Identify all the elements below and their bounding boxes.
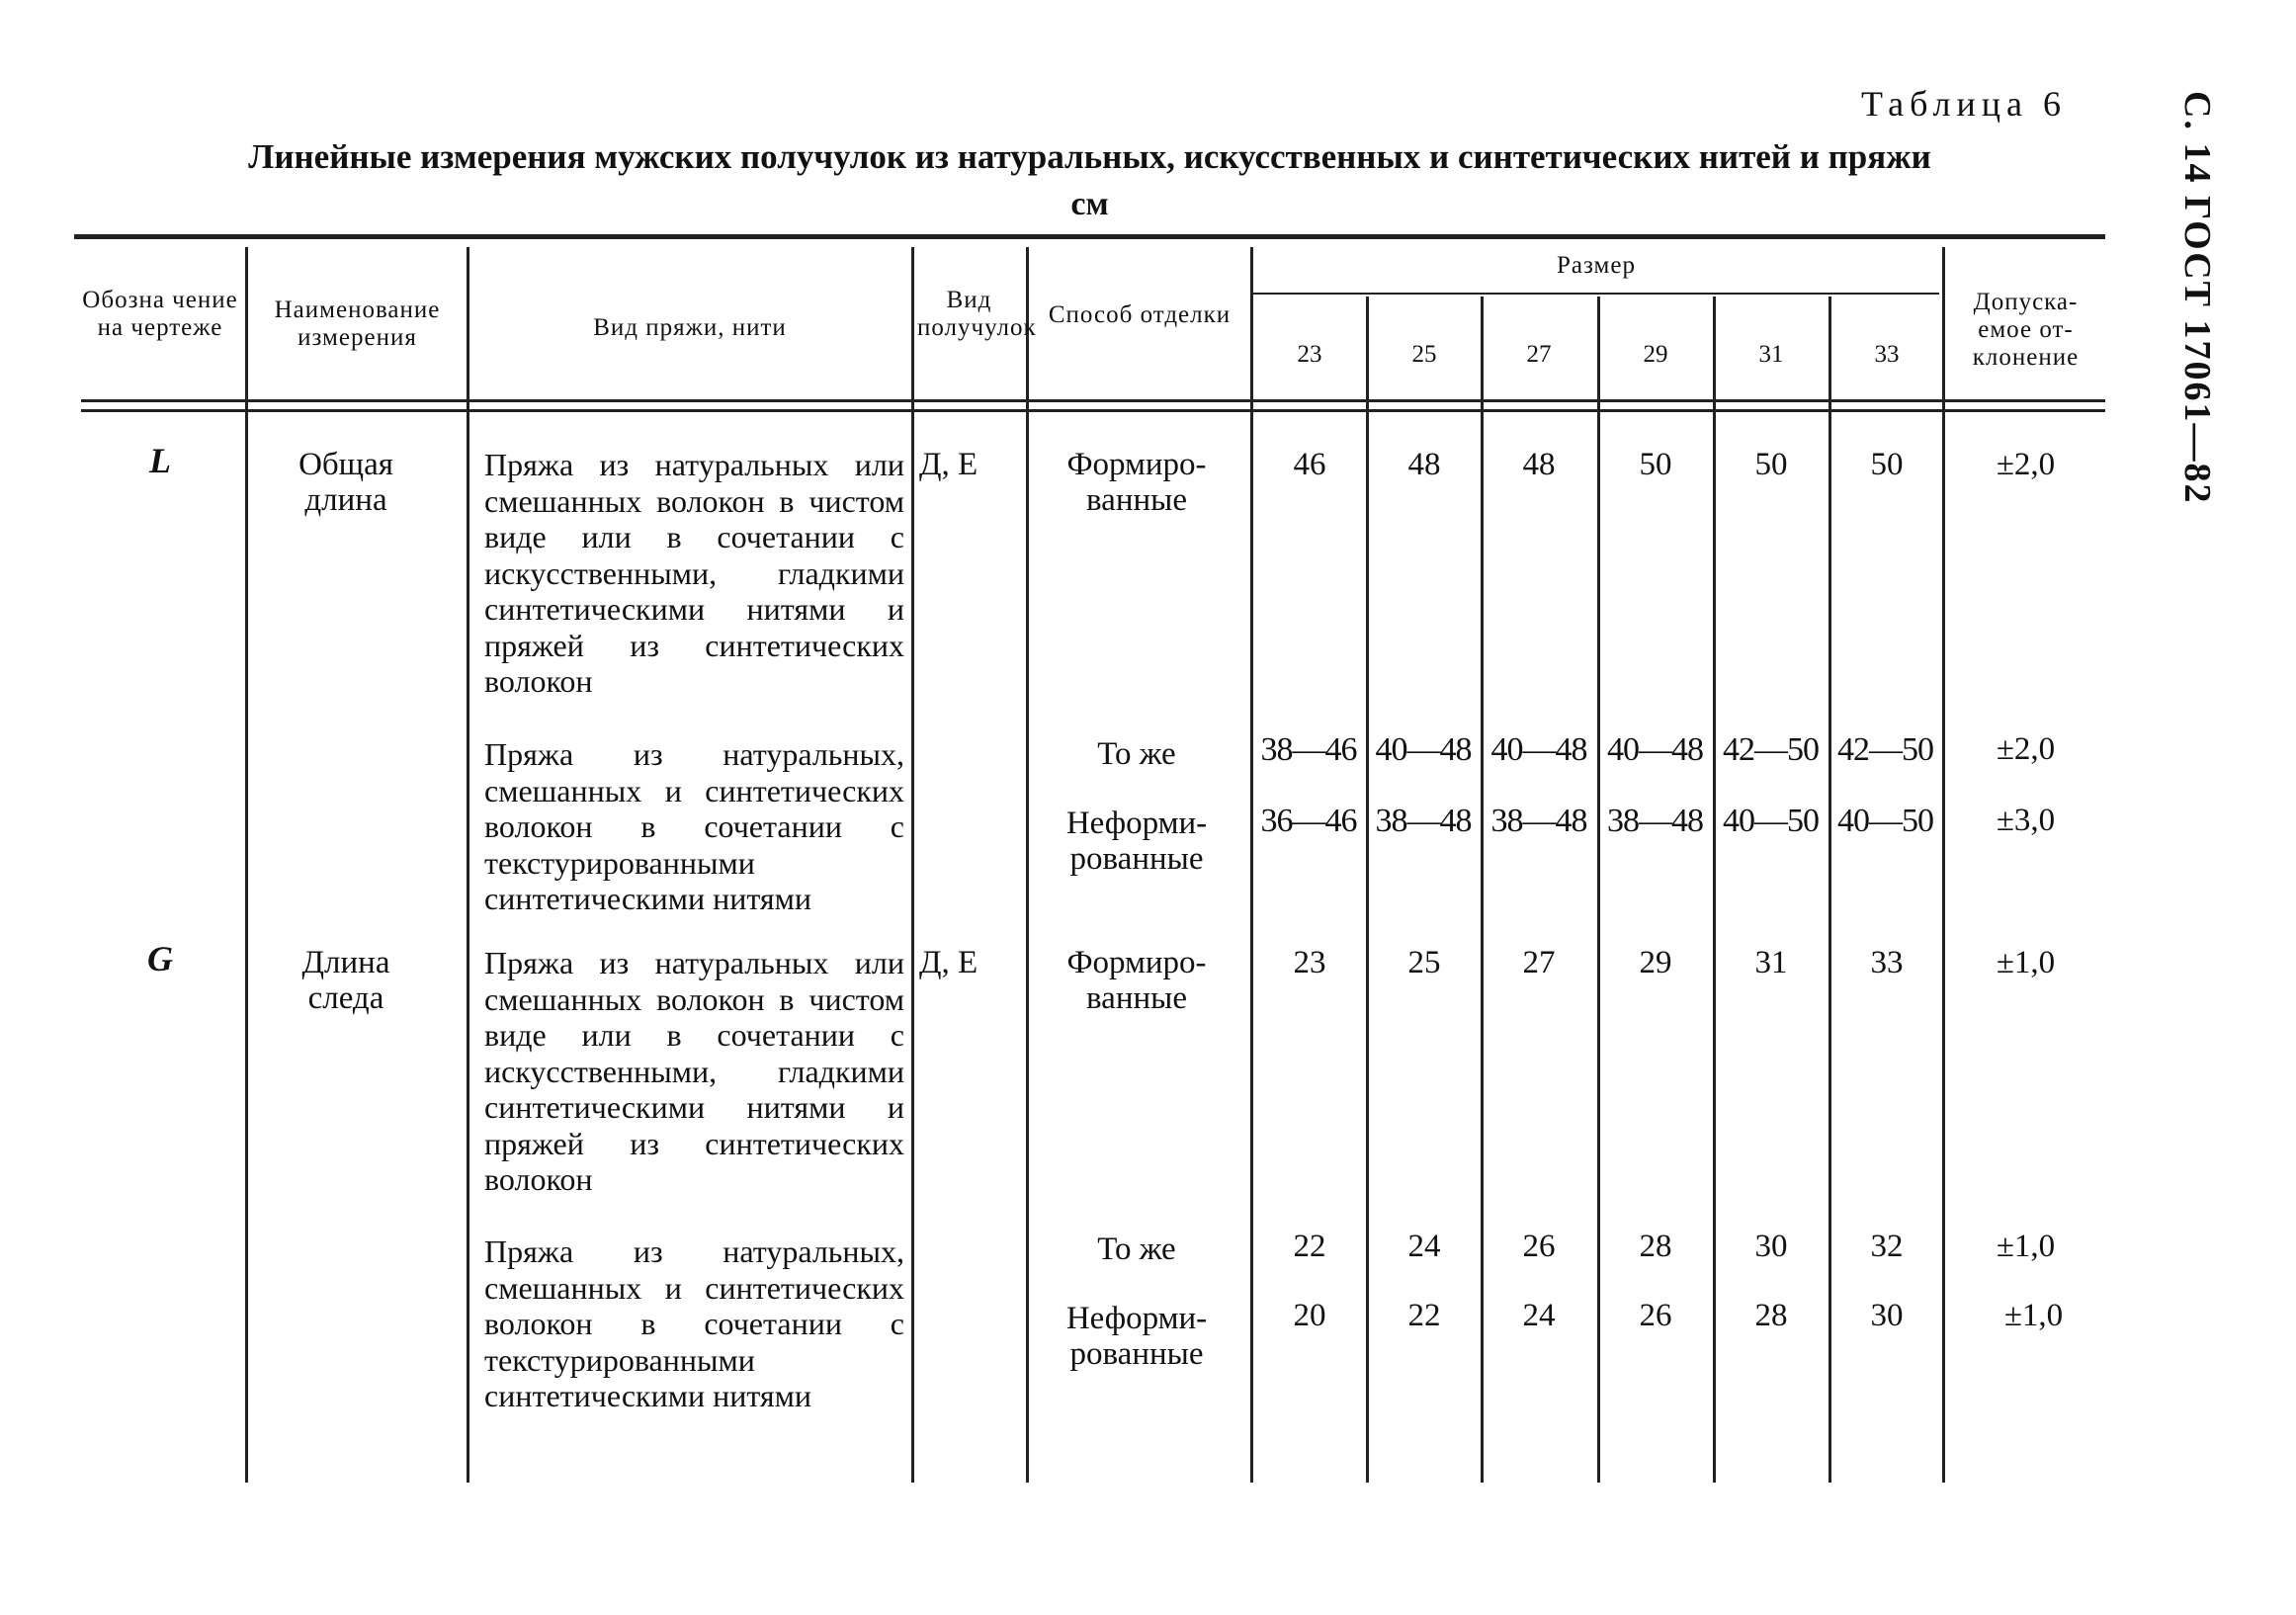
value-L-3-25: 38—48: [1375, 803, 1472, 839]
title-text: Линейные измерения мужских получулок из натуральных, искусственных и синтетических нитей и пряжи: [248, 137, 1931, 176]
value-L-1-25: 48: [1407, 447, 1441, 482]
table-label: Таблица 6: [1861, 84, 2067, 124]
header-bottom-rule-1: [81, 399, 2105, 402]
value-G-2-33: 32: [1870, 1229, 1904, 1264]
value-G-2-29: 28: [1639, 1229, 1672, 1264]
finish-G-2: То же: [1097, 1232, 1176, 1267]
value-G-3-23: 20: [1293, 1298, 1326, 1333]
col-sep-3: [911, 247, 914, 1483]
value-G-3-31: 28: [1754, 1298, 1788, 1333]
value-G-1-23: 23: [1293, 945, 1326, 980]
col-sep-5: [1250, 247, 1253, 1483]
header-sock-type: Вид получулок: [917, 287, 1037, 341]
header-measure-name: Наименование измерения: [274, 297, 441, 351]
col-sep-6: [1942, 247, 1945, 1483]
header-yarn-type: Вид пряжи, нити: [593, 314, 787, 341]
value-L-3-27: 38—48: [1490, 803, 1587, 839]
header-size-27: 27: [1526, 341, 1552, 368]
finish-L-2: То же: [1097, 736, 1176, 772]
tolerance-G-2: ±1,0: [1996, 1229, 2056, 1264]
value-L-3-29: 38—48: [1607, 803, 1703, 839]
value-G-3-29: 26: [1639, 1298, 1672, 1333]
header-size-33: 33: [1874, 341, 1900, 368]
size-group-rule: [1253, 293, 1939, 295]
yarn-type-G-1: Пряжа из натуральных или смешанных волокон в чистом виде или в сочетании с искусственными, гладкими синтетическими нитями и пряжей из синтетических волокон: [484, 945, 904, 1197]
tolerance-L-2: ±2,0: [1996, 731, 2056, 767]
table-top-rule: [74, 234, 2105, 239]
yarn-type-L-1: Пряжа из натуральных или смешанных волокон в чистом виде или в сочетании с искусственными, гладкими синтетическими нитями и пряжей из синтетических волокон: [484, 447, 904, 699]
value-G-1-33: 33: [1870, 945, 1904, 980]
header-size-25: 25: [1411, 341, 1437, 368]
value-G-2-25: 24: [1407, 1229, 1441, 1264]
tolerance-L-3: ±3,0: [1996, 803, 2056, 838]
value-G-1-25: 25: [1407, 945, 1441, 980]
designation-G: G: [147, 939, 173, 978]
header-size-29: 29: [1643, 341, 1668, 368]
tolerance-G-3: ±1,0: [2003, 1298, 2064, 1333]
col-sep-1: [245, 247, 248, 1483]
col-sep-size-4: [1713, 297, 1716, 1483]
value-L-3-23: 36—46: [1260, 803, 1357, 839]
value-G-2-23: 22: [1293, 1229, 1326, 1264]
value-L-2-23: 38—46: [1260, 731, 1357, 768]
value-L-2-33: 42—50: [1837, 731, 1933, 768]
value-L-2-27: 40—48: [1490, 731, 1587, 768]
header-designation: Обозна чение на чертеже: [82, 287, 238, 341]
finish-L-1: Формиро-ванные: [1066, 447, 1207, 518]
yarn-type-G-2: Пряжа из натуральных, смешанных и синтетических волокон в сочетании с текстурированными синтетическими нитями: [484, 1233, 904, 1413]
sock-type-L: Д, Е: [919, 447, 978, 482]
finish-G-1: Формиро-ванные: [1066, 945, 1207, 1016]
value-L-1-33: 50: [1870, 447, 1904, 482]
unit-label: см: [1070, 186, 1109, 222]
value-G-3-25: 22: [1407, 1298, 1441, 1333]
value-G-3-27: 24: [1522, 1298, 1556, 1333]
value-L-1-27: 48: [1522, 447, 1556, 482]
value-G-3-33: 30: [1870, 1298, 1904, 1333]
col-sep-4: [1026, 247, 1029, 1483]
header-tolerance: Допуска-емое от-клонение: [1972, 289, 2080, 371]
designation-L: L: [149, 441, 171, 480]
finish-L-3: Неформи-рованные: [1065, 806, 1208, 877]
value-G-2-31: 30: [1754, 1229, 1788, 1264]
page-side-label: С. 14 ГОСТ 17061—82: [2176, 91, 2218, 505]
table-title: [74, 133, 2105, 228]
value-G-1-27: 27: [1522, 945, 1556, 980]
value-L-1-29: 50: [1639, 447, 1672, 482]
value-L-2-31: 42—50: [1723, 731, 1819, 768]
yarn-type-L-2: Пряжа из натуральных, смешанных и синтетических волокон в сочетании с текстурированными синтетическими нитями: [484, 736, 904, 916]
header-bottom-rule-2: [81, 409, 2105, 412]
tolerance-L-1: ±2,0: [1996, 447, 2056, 482]
col-sep-size-2: [1481, 297, 1484, 1483]
value-L-2-29: 40—48: [1607, 731, 1703, 768]
value-G-1-29: 29: [1639, 945, 1672, 980]
value-L-1-31: 50: [1754, 447, 1788, 482]
sock-type-G: Д, Е: [919, 945, 978, 980]
header-size-23: 23: [1297, 341, 1322, 368]
value-L-3-33: 40—50: [1837, 803, 1933, 839]
col-sep-2: [467, 247, 469, 1483]
header-size-31: 31: [1758, 341, 1784, 368]
value-L-3-31: 40—50: [1723, 803, 1819, 839]
measure-name-L: Общая длина: [298, 447, 393, 518]
tolerance-G-1: ±1,0: [1996, 945, 2056, 980]
measure-name-G: Длина следа: [301, 945, 390, 1016]
finish-G-3: Неформи-рованные: [1065, 1301, 1208, 1372]
col-sep-size-3: [1597, 297, 1600, 1483]
value-G-1-31: 31: [1754, 945, 1788, 980]
col-sep-size-5: [1828, 297, 1831, 1483]
value-G-2-27: 26: [1522, 1229, 1556, 1264]
value-L-2-25: 40—48: [1375, 731, 1472, 768]
col-sep-size-1: [1366, 297, 1369, 1483]
header-size-group: Размер: [1557, 252, 1636, 279]
header-finish: Способ отделки: [1048, 301, 1232, 328]
value-L-1-23: 46: [1293, 447, 1326, 482]
